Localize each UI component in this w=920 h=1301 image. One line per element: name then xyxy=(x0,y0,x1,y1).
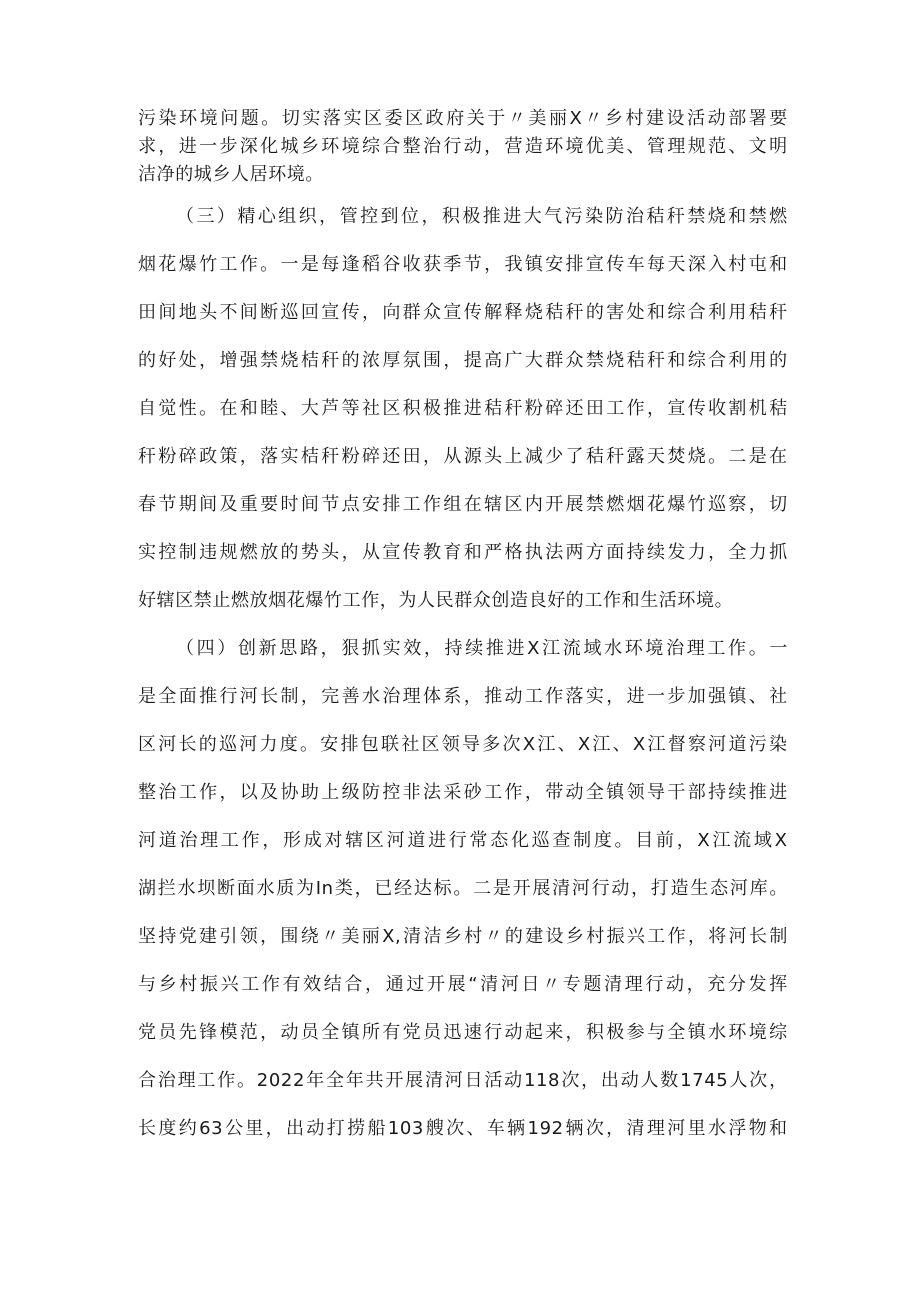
text-line: 整 治 工 作 ， 以 及 协 助 上 级 防 控 非 法 采 砂 工 作 ， 带 动 全 镇 领 导 干 部 持 续 推 进 xyxy=(138,782,788,803)
text-line: 实 控 制 违 规 燃 放 的 势 头 ， 从 宣 传 教 育 和 严 格 执 法 两 方 面 持 续 发 力 ， 全 力 抓 xyxy=(138,542,788,563)
text-line: 党 员 先 锋 模 范 ， 动 员 全 镇 所 有 党 员 迅 速 行 动 起 来 ， 积 极 参 与 全 镇 水 环 境 综 xyxy=(138,1022,788,1043)
text-line: 秆 粉 碎 政 策 ， 落 实 桔 秆 粉 碎 还 田 ， 从 源 头 上 减 少 了 秸 秆 露 天 焚 烧 。 二 是 在 xyxy=(138,446,788,467)
text-line: 坚 持 党 建 引 领 ， 围 绕 〃 美 丽 X, 清 洁 乡 村 〃 的 建 设 乡 村 振 兴 工 作 ， 将 河 长 制 xyxy=(138,926,788,947)
text-line: 长 度 约 63 公 里 ， 出 动 打 捞 船 103 艘 次 、 车 辆 192 辆 次 ， 清 理 河 里 水 浮 物 和 xyxy=(138,1118,788,1139)
paragraph-first-line: （ 三 ） 精 心 组 织 ， 管 控 到 位 ， 积 极 推 进 大 气 污 染 防 治 秸 秆 禁 烧 和 禁 燃 xyxy=(176,206,788,227)
text-line: 烟 花 爆 竹 工 作 。 一 是 每 逢 稻 谷 收 获 季 节 ， 我 镇 安 排 宣 传 车 每 天 深 入 村 屯 和 xyxy=(138,254,788,275)
text-line: 是 全 面 推 行 河 长 制 ， 完 善 水 治 理 体 系 ， 推 动 工 作 落 实 ， 进 一 步 加 强 镇 、 社 xyxy=(138,686,788,707)
text-line: 污 染 环 境 问 题 。 切 实 落 实 区 委 区 政 府 关 于 〃 美 丽 X 〃 乡 村 建 设 活 动 部 署 要 xyxy=(138,108,788,129)
text-line: 求 ， 进 一 步 深 化 城 乡 环 境 综 合 整 治 行 动 ， 营 造 环 境 优 美 、 管 理 规 范 、 文 明 xyxy=(138,136,788,157)
text-line: 与 乡 村 振 兴 工 作 有 效 结 合 ， 通 过 开 展 “ 清 河 日 〃 专 题 清 理 行 动 ， 充 分 发 挥 xyxy=(138,974,788,995)
text-line: 区 河 长 的 巡 河 力 度 。 安 排 包 联 社 区 领 导 多 次 X 江 、 X 江 、 X 江 督 察 河 道 污 染 xyxy=(138,734,788,755)
text-line: 的 好 处 ， 增 强 禁 烧 桔 秆 的 浓 厚 氛 围 ， 提 高 广 大 群 众 禁 烧 秸 秆 和 综 合 利 用 的 xyxy=(138,350,788,371)
text-line: 田 间 地 头 不 间 断 巡 回 宣 传 ， 向 群 众 宣 传 解 释 烧 秸 秆 的 害 处 和 综 合 利 用 秸 秆 xyxy=(138,302,788,323)
paragraph-first-line: （ 四 ） 创 新 思 路 ， 狠 抓 实 效 ， 持 续 推 进 X 江 流 域 水 环 境 治 理 工 作 。 一 xyxy=(176,638,788,659)
text-line: 湖 拦 水 坝 断 面 水 质 为 In 类 ， 已 经 达 标 。 二 是 开 展 清 河 行 动 ， 打 造 生 态 河 库 。 xyxy=(138,878,788,899)
text-line: 河 道 治 理 工 作 ， 形 成 对 辖 区 河 道 进 行 常 态 化 巡 查 制 度 。 目 前 ， X 江 流 域 X xyxy=(138,830,788,851)
text-line: 合 治 理 工 作 。 2022 年 全 年 共 开 展 清 河 日 活 动 118 次 ， 出 动 人 数 1745 人 次 ， xyxy=(138,1070,788,1091)
text-line: 洁净的城乡人居环境。 xyxy=(138,164,324,185)
text-line: 自 觉 性 。 在 和 睦 、 大 芦 等 社 区 积 极 推 进 秸 秆 粉 碎 还 田 工 作 ， 宣 传 收 割 机 秸 xyxy=(138,398,788,419)
text-line: 春 节 期 间 及 重 要 时 间 节 点 安 排 工 作 组 在 辖 区 内 开 展 禁 燃 烟 花 爆 竹 巡 察 ， 切 xyxy=(138,494,788,515)
text-line: 好辖区禁止燃放烟花爆竹工作，为人民群众创造良好的工作和生活环境。 xyxy=(138,590,734,611)
